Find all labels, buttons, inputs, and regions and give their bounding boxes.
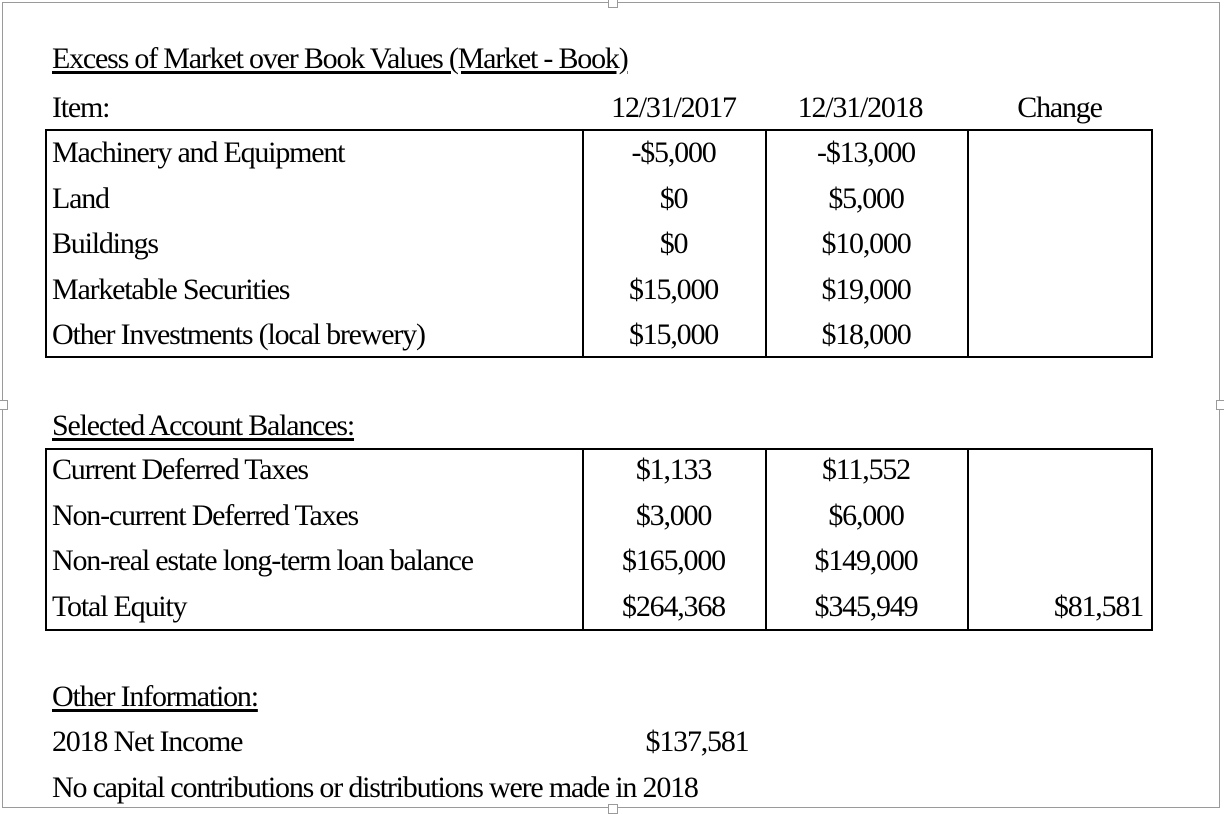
- table-cell-v2017: $1,133: [635, 453, 712, 486]
- section2-title: Selected Account Balances:: [52, 409, 355, 442]
- net-income-value: $137,581: [645, 725, 749, 758]
- table-cell-label: Other Investments (local brewery): [52, 318, 425, 351]
- table-cell-label: Current Deferred Taxes: [52, 453, 308, 486]
- header-item: Item:: [52, 91, 110, 124]
- table-cell-label: Marketable Securities: [52, 272, 290, 306]
- table-cell-label: Buildings: [52, 227, 158, 260]
- header-2018: 12/31/2018: [797, 91, 923, 124]
- table-cell-v2017: $0: [659, 181, 688, 215]
- table-cell-v2017: $3,000: [635, 498, 712, 532]
- table-cell-label: Land: [52, 181, 109, 215]
- table-cell-label: Machinery and Equipment: [52, 136, 345, 169]
- table-cell-label: Non-real estate long-term loan balance: [52, 544, 473, 577]
- table-cell-v2018: $5,000: [828, 181, 904, 215]
- note-text: No capital contributions or distributions were made in 2018: [52, 771, 698, 804]
- table-cell-v2018: $6,000: [828, 498, 904, 532]
- table-cell-label: Total Equity: [52, 589, 187, 623]
- table-cell-v2018: $345,949: [814, 589, 918, 623]
- table-cell-v2018: $11,552: [822, 453, 910, 486]
- section1-title: Excess of Market over Book Values (Market - Book): [52, 42, 628, 75]
- resize-handle-top[interactable]: [608, 0, 618, 8]
- table-cell-v2017: $15,000: [628, 272, 719, 306]
- header-2017: 12/31/2017: [611, 91, 736, 124]
- table-cell-change: $81,581: [1053, 589, 1143, 623]
- resize-handle-bottom[interactable]: [608, 804, 618, 814]
- resize-handle-right[interactable]: [1216, 400, 1224, 410]
- table-cell-v2018: -$13,000: [817, 136, 915, 169]
- table-cell-v2017: $165,000: [622, 544, 725, 577]
- net-income-label: 2018 Net Income: [52, 725, 243, 758]
- table-cell-v2018: $149,000: [814, 544, 918, 577]
- table-cell-v2017: $15,000: [628, 318, 719, 351]
- table-cell-v2017: $264,368: [622, 589, 725, 623]
- table-cell-v2017: $0: [659, 227, 688, 260]
- table-cell-label: Non-current Deferred Taxes: [52, 498, 358, 532]
- table-cell-v2018: $18,000: [821, 318, 911, 351]
- resize-handle-left[interactable]: [0, 400, 8, 410]
- header-change: Change: [1017, 91, 1102, 124]
- table-cell-v2017: -$5,000: [631, 136, 716, 169]
- table-cell-v2018: $10,000: [821, 227, 911, 260]
- section3-title: Other Information:: [52, 680, 258, 713]
- table-cell-v2018: $19,000: [821, 272, 911, 306]
